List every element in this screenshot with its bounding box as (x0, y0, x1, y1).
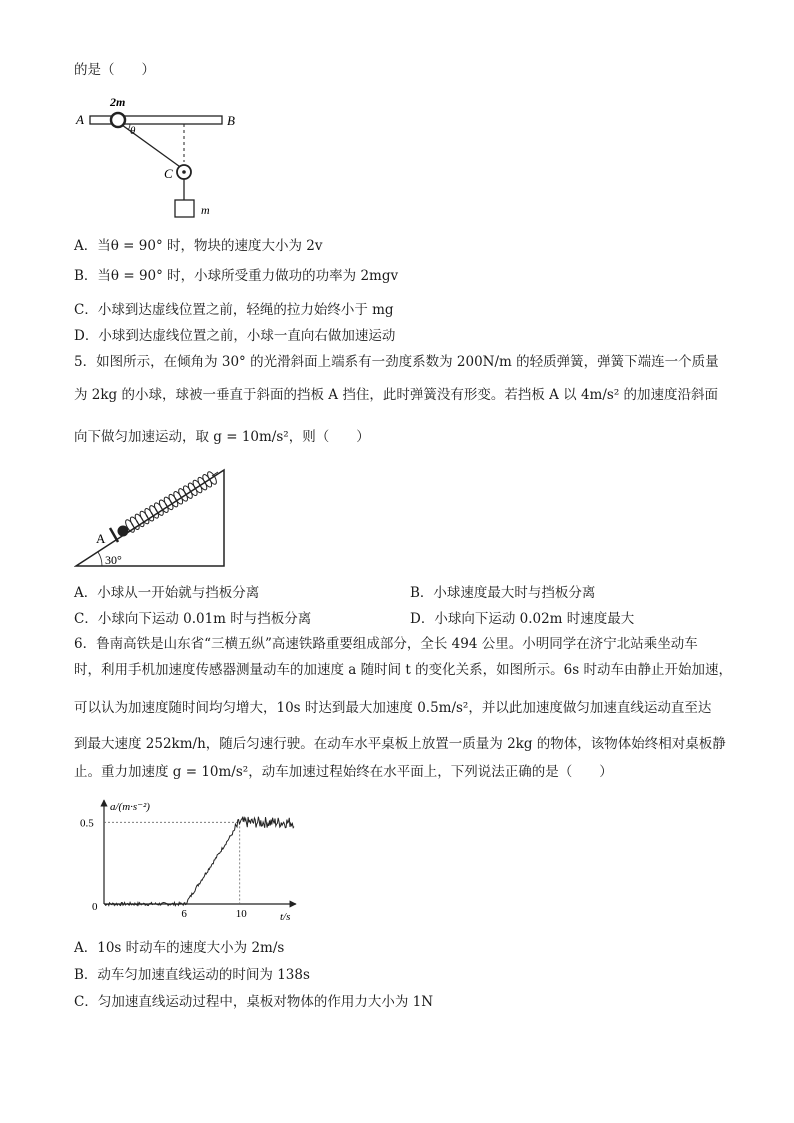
y-tick-05: 0.5 (80, 817, 94, 830)
label-m: m (201, 203, 210, 217)
label-A: A (76, 112, 84, 127)
q5-option-c: C．小球向下运动 0.01m 时与挡板分离 (74, 611, 312, 627)
q5-option-b: B．小球速度最大时与挡板分离 (410, 585, 596, 601)
x-tick-6: 6 (181, 908, 187, 920)
spring-coil (143, 507, 155, 522)
q6-stem-line-4: 到最大速度 252km/h，随后匀速行驶。在动车水平桌板上放置一质量为 2kg 的物体，该物体始终相对桌板静 (74, 736, 726, 752)
x-tick-0: 0 (92, 901, 98, 913)
y-axis-label: a/(m·s⁻²) (110, 801, 150, 813)
q4-figure (70, 92, 250, 227)
q5-option-d: D．小球向下运动 0.02m 时速度最大 (410, 611, 635, 627)
spring-coil (138, 510, 150, 525)
q6-stem-line-2: 时，利用手机加速度传感器测量动车的加速度 a 随时间 t 的变化关系，如图所示。6s 时动车由静止开始加速， (74, 662, 732, 678)
spring-coil (129, 516, 141, 531)
q4-option-c: C．小球到达虚线位置之前，轻绳的拉力始终小于 mg (74, 302, 394, 318)
q5-stem-line-3: 向下做匀加速运动，取 g = 10m/s²，则（ ） (74, 429, 370, 445)
q6-option-c: C．匀加速直线运动过程中，桌板对物体的作用力大小为 1N (74, 994, 434, 1010)
x-tick-10: 10 (235, 908, 247, 920)
label-C: C (164, 166, 173, 181)
q4-option-d: D．小球到达虚线位置之前，小球一直向右做加速运动 (74, 328, 396, 344)
q5-option-a: A．小球从一开始就与挡板分离 (74, 585, 260, 601)
spring-coil (182, 485, 194, 500)
label-30deg: 30° (105, 553, 122, 567)
x-axis-label: t/s (280, 911, 291, 923)
q6-option-b: B．动车匀加速直线运动的时间为 138s (74, 967, 310, 983)
spring-coil (187, 482, 199, 497)
spring-coil (133, 513, 145, 528)
q6-stem-line-1: 6．鲁南高铁是山东省“三横五纵”高速铁路重要组成部分，全长 494 公里。小明同学在济宁北站乘坐动车 (74, 636, 698, 652)
q5-stem-line-2: 为 2kg 的小球，球被一垂直于斜面的挡板 A 挡住，此时弹簧没有形变。若挡板 A 以 4m/s² 的加速度沿斜面 (74, 387, 719, 403)
q6-option-a: A．10s 时动车的速度大小为 2m/s (74, 940, 285, 956)
q4-option-b: B．当θ = 90° 时，小球所受重力做功的功率为 2mgv (74, 268, 399, 284)
q4-option-a: A．当θ = 90° 时，物块的速度大小为 2v (74, 238, 323, 254)
label-2m: 2m (110, 95, 126, 109)
q6-chart (74, 792, 304, 927)
q6-stem-line-3: 可以认为加速度随时间均匀增大，10s 时达到最大加速度 0.5m/s²，并以此加速度做匀加速直线运动直至达 (74, 700, 712, 716)
q5-stem-line-1: 5．如图所示，在倾角为 30° 的光滑斜面上端系有一劲度系数为 200N/m 的轻质弹簧，弹簧下端连一个质量 (74, 354, 719, 370)
q6-stem-line-5: 止。重力加速度 g = 10m/s²，动车加速过程始终在水平面上，下列说法正确的是（ ） (74, 764, 613, 780)
q5-figure (74, 458, 234, 572)
label-B: B (227, 113, 235, 128)
series-line (104, 817, 294, 906)
label-theta: θ (130, 125, 136, 137)
q4-stem-tail: 的是（ ） (74, 62, 155, 78)
label-plate-A: A (96, 531, 106, 546)
